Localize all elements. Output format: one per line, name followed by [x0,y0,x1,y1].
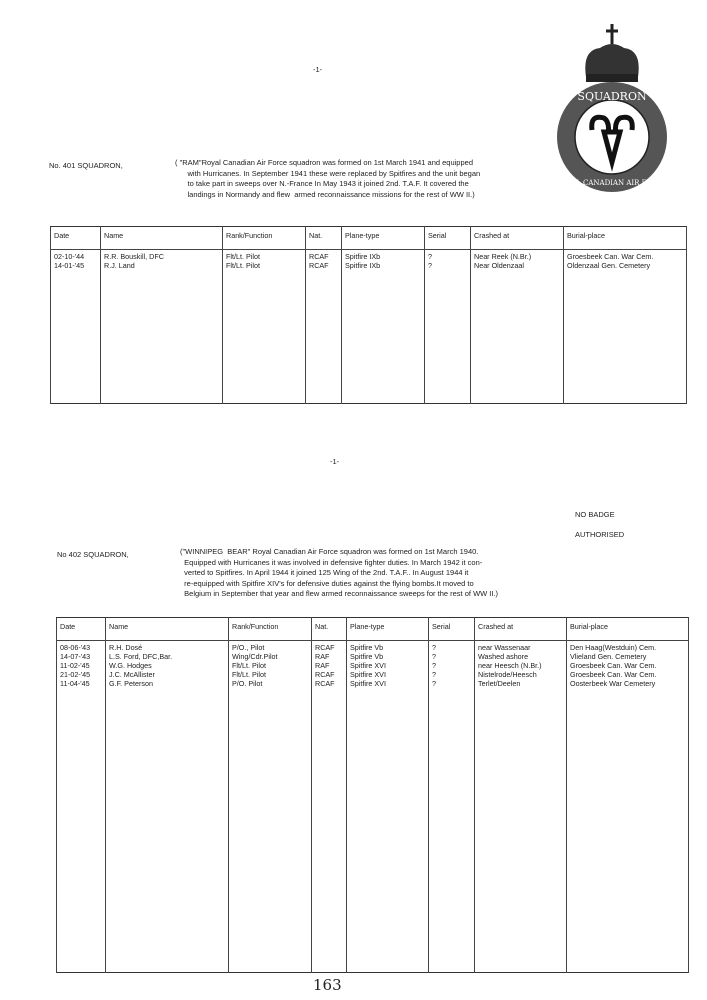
table-column-cell [106,641,229,973]
table-cell: Terlet/Deelen [478,679,521,688]
table-cell: L.S. Ford, DFC,Bar. [109,652,173,661]
table-cell: ? [432,670,436,679]
table-cell: Groesbeek Can. War Cem. [570,661,657,670]
authorised-label: AUTHORISED [575,530,625,539]
column-header: Crashed at [471,227,564,250]
squadron-401-title: No. 401 SQUADRON, [49,161,123,170]
column-header: Name [101,227,223,250]
table-cell: G.F. Peterson [109,679,153,688]
table-column-cell [101,250,223,404]
table-column-cell [567,641,689,973]
table-cell: Spitfire XVI [350,661,386,670]
table-column-cell [312,641,347,973]
table-header-row [57,618,689,641]
column-header: Serial [425,227,471,250]
table-column-cell [564,250,687,404]
table-cell: Wing/Cdr.Pilot [232,652,278,661]
column-header: Date [51,227,101,250]
table-cell: Spitfire XVI [350,679,386,688]
page-marker: -1- [330,457,340,466]
table-cell: RAF [315,652,330,661]
column-header: Date [57,618,106,641]
column-header: Serial [429,618,475,641]
table-cell: 11-02-'45 [60,661,90,670]
ram-badge-icon [552,22,672,212]
table-cell: RCAF [309,252,329,261]
table-column-cell [347,641,429,973]
table-column-cell [57,641,106,973]
table-cell: ? [428,252,432,261]
table-cell: P/O., Pilot [232,643,265,652]
squadron-badge [552,22,672,212]
table-cell: Groesbeek Can. War Cem. [570,670,657,679]
svg-text:ROYAL CANADIAN AIR FORCE: ROYAL CANADIAN AIR FORCE [555,179,669,187]
table-cell: 14-07-'43 [60,652,91,661]
table-cell: Near Oldenzaal [474,261,524,270]
table-column-cell [471,250,564,404]
svg-text:SQUADRON: SQUADRON [577,90,647,103]
table-cell: 11-04-'45 [60,679,90,688]
table-cell: Oldenzaal Gen. Cemetery [567,261,651,270]
table-cell: Vlieland Gen. Cemetery [570,652,647,661]
table-cell: Spitfire Vb [350,643,384,652]
table-cell: near Heesch (N.Br.) [478,661,542,670]
table-body-row [57,641,689,973]
table-cell: Spitfire IXb [345,252,381,261]
column-header: Plane-type [342,227,425,250]
table-cell: Groesbeek Can. War Cem. [567,252,654,261]
table-cell: R.J. Land [104,261,135,270]
squadron-402-title: No 402 SQUADRON, [57,550,129,559]
table-cell: Spitfire Vb [350,652,384,661]
table-cell: Nistelrode/Heesch [478,670,537,679]
column-header: Burial-place [567,618,689,641]
table-column-cell [475,641,567,973]
table-column-cell [429,641,475,973]
table-column-cell [306,250,342,404]
no-badge-label: NO BADGE [575,510,615,519]
squadron-402-table [56,617,689,973]
table-column-cell [223,250,306,404]
table-cell: P/O. Pilot [232,679,263,688]
table-cell: Flt/Lt. Pilot [232,661,266,670]
table-cell: Flt/Lt. Pilot [226,252,260,261]
table-cell: Den Haag(Westduin) Cem. [570,643,657,652]
handwritten-page-number: 163 [313,976,342,994]
table-cell: ? [428,261,432,270]
table-cell: R.H. Dosé [109,643,143,652]
table-cell: 14-01-'45 [54,261,85,270]
column-header: Rank/Function [223,227,306,250]
table-column-cell [425,250,471,404]
table-cell: 02-10-'44 [54,252,85,261]
table-cell: ? [432,643,436,652]
table-cell: RAF [315,661,330,670]
table-cell: R.R. Bouskill, DFC [104,252,164,261]
squadron-402-description: ("WINNIPEG BEAR" Royal Canadian Air Force squadron was formed on 1st March 1940. Equipped with Hurricanes it was involved in defensive fighter duties. In March 1942 it con- verted to Spitfires. In April 1944 it joined 125 Wing of the 2nd. T.A.F.. In August 1944 it re-equipped with Spitfire XIV's for defensive duties against the flying bombs.It moved to Belgium in September that year and flew armed reconnaissance sweeps for the rest of WW II.) [180,547,499,598]
column-header: Crashed at [475,618,567,641]
table-body-row [51,250,687,404]
squadron-401-description: ( "RAM"Royal Canadian Air Force squadron was formed on 1st March 1941 and equipped with Hurricanes. In September 1941 these were replaced by Spitfires and the unit began to take part in sweeps over N.-France In May 1943 it joined 2nd. T.A.F. It covered the landings in Normandy and flew armed reconnaissance missions for the rest of WW II.) [175,158,481,199]
table-cell: near Wassenaar [478,643,531,652]
column-header: Name [106,618,229,641]
table-cell: ? [432,661,436,670]
table-cell: 08-06-'43 [60,643,91,652]
table-column-cell [229,641,312,973]
table-cell: Spitfire IXb [345,261,381,270]
table-cell: W.G. Hodges [109,661,152,670]
table-cell: J.C. McAllister [109,670,155,679]
column-header: Nat. [306,227,342,250]
table-cell: ? [432,679,436,688]
table-cell: Washed ashore [478,652,529,661]
table-header-row [51,227,687,250]
table-cell: RCAF [315,643,335,652]
table-cell: RCAF [309,261,329,270]
column-header: Nat. [312,618,347,641]
table-cell: Spitfire XVI [350,670,386,679]
page-marker: -1- [313,65,323,74]
squadron-401-table [50,226,687,404]
table-cell: Oosterbeek War Cemetery [570,679,656,688]
table-cell: 21-02-'45 [60,670,91,679]
table-cell: Near Reek (N.Br.) [474,252,532,261]
table-column-cell [51,250,101,404]
column-header: Plane-type [347,618,429,641]
table-cell: RCAF [315,670,335,679]
table-cell: RCAF [315,679,335,688]
table-column-cell [342,250,425,404]
table-cell: Flt/Lt. Pilot [226,261,260,270]
column-header: Burial-place [564,227,687,250]
table-cell: Flt/Lt. Pilot [232,670,266,679]
column-header: Rank/Function [229,618,312,641]
table-cell: ? [432,652,436,661]
